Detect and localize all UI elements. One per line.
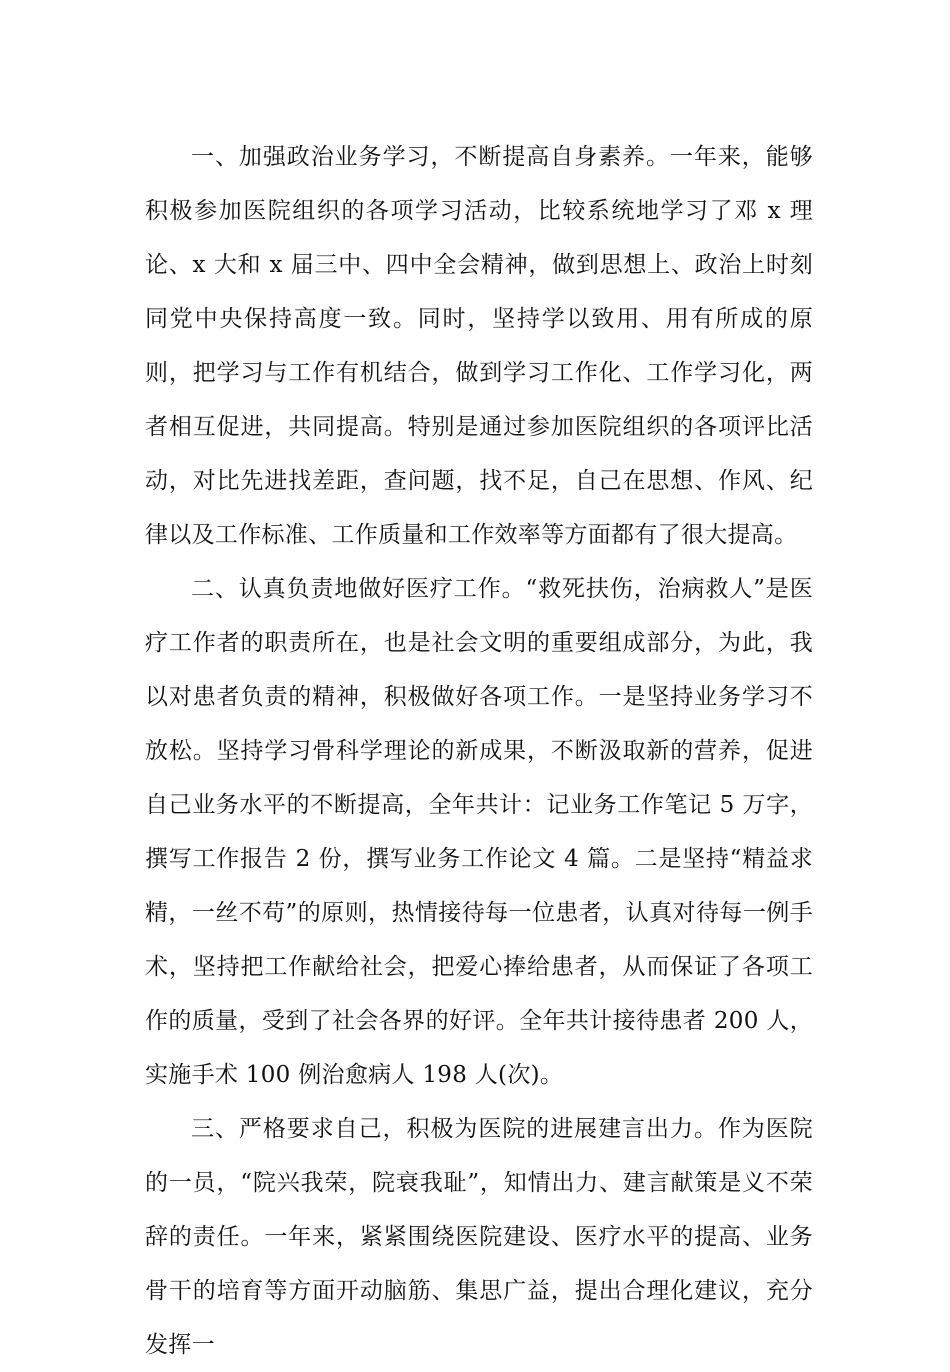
paragraph-hospital-development: 三、严格要求自己，积极为医院的进展建言出力。作为医院的一员，“院兴我荣，院衰我耻”，知情出力、建言献策是义不荣辞的责任。一年来，紧紧围绕医院建设、医疗水平的提高、业务骨干的培育等方面开动脑筋、集思广益，提出合理化建议，充分发挥一 <box>145 1116 813 1358</box>
paragraph-political-study: 一、加强政治业务学习，不断提高自身素养。一年来，能够积极参加医院组织的各项学习活动，比较系统地学习了邓 x 理论、x 大和 x 届三中、四中全会精神，做到思想上、政治上时刻同党中央保持高度一致。同时，坚持学以致用、用有所成的原则，把学习与工作有机结合，做到学习工作化、工作学习化，两者相互促进，共同提高。特别是通过参加医院组织的各项评比活动，对比先进找差距，查问题，找不足，自己在思想、作风、纪律以及工作标准、工作质量和工作效率等方面都有了很大提高。 <box>145 144 813 548</box>
document-body <box>145 130 813 1372</box>
paragraph-medical-work: 二、认真负责地做好医疗工作。“救死扶伤，治病救人”是医疗工作者的职责所在，也是社会文明的重要组成部分，为此，我以对患者负责的精神，积极做好各项工作。一是坚持业务学习不放松。坚持学习骨科学理论的新成果，不断汲取新的营养，促进自己业务水平的不断提高，全年共计：记业务工作笔记 5 万字，撰写工作报告 2 份，撰写业务工作论文 4 篇。二是坚持“精益求精，一丝不苟”的原则，热情接待每一位患者，认真对待每一例手术，坚持把工作献给社会，把爱心捧给患者，从而保证了各项工作的质量，受到了社会各界的好评。全年共计接待患者 200 人，实施手术 100 例治愈病人 198 人(次)。 <box>145 576 813 1088</box>
